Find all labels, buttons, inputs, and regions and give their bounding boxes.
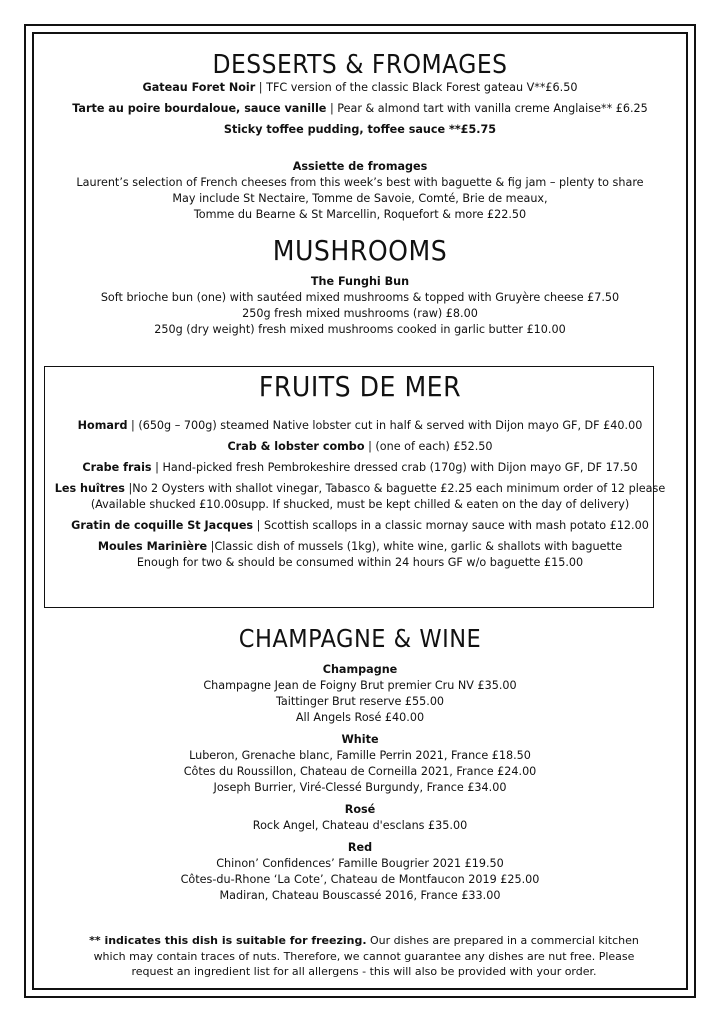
footnote-text: Our dishes are prepared in a commercial kitchen which may contain traces of nuts. Therefore, we cannot guarantee any dishes are nut free. Please request an ingredient list for all allergens - this will also be provided with your order. xyxy=(93,934,639,978)
dessert-desc: | Pear & almond tart with vanilla creme Anglaise** £6.25 xyxy=(326,102,648,115)
desserts-heading: DESSERTS & FROMAGES xyxy=(212,50,508,80)
seafood-name: Crabe frais xyxy=(82,461,152,474)
fruits-list xyxy=(34,418,686,571)
mushroom-line: 250g fresh mixed mushrooms (raw) £8.00 xyxy=(242,307,478,320)
wine-group-name: Red xyxy=(347,841,373,854)
seafood-item xyxy=(34,518,686,534)
wine-item: Chinon’ Confidences’ Famille Bougrier 2021 £19.50 xyxy=(216,857,504,870)
cheese-line: Tomme du Bearne & St Marcellin, Roquefort & more £22.50 xyxy=(193,208,527,221)
wine-item: Champagne Jean de Foigny Brut premier Cru NV £35.00 xyxy=(203,679,517,692)
wine-item: Madiran, Chateau Bouscassé 2016, France £33.00 xyxy=(219,889,501,902)
wine-item: Rock Angel, Chateau d'esclans £35.00 xyxy=(252,819,468,832)
seafood-item xyxy=(34,460,686,476)
seafood-extra: (Available shucked £10.00supp. If shucked, must be kept chilled & eaten on the day of delivery) xyxy=(90,498,630,511)
seafood-name: Moules Marinière xyxy=(97,540,208,553)
mushrooms-heading: MUSHROOMS xyxy=(272,234,448,267)
seafood-desc: |No 2 Oysters with shallot vinegar, Tabasco & baguette £2.25 each minimum order of 12 please xyxy=(124,482,666,495)
wine-item: Côtes du Roussillon, Chateau de Corneilla 2021, France £24.00 xyxy=(183,765,537,778)
seafood-desc: | (650g – 700g) steamed Native lobster cut in half & served with Dijon mayo GF, DF £40.00 xyxy=(127,419,643,432)
seafood-desc: | Hand-picked fresh Pembrokeshire dressed crab (170g) with Dijon mayo GF, DF 17.50 xyxy=(151,461,638,474)
cheese-line: Laurent’s selection of French cheeses from this week’s best with baguette & fig jam – plenty to share xyxy=(76,176,644,189)
desserts-list xyxy=(34,80,686,138)
seafood-item xyxy=(34,481,686,497)
dessert-item xyxy=(34,80,686,96)
wine-list xyxy=(34,662,686,904)
dessert-desc: | TFC version of the classic Black Forest gateau V**£6.50 xyxy=(255,81,578,94)
wine-item: Joseph Burrier, Viré-Clessé Burgundy, France £34.00 xyxy=(213,781,507,794)
dessert-name: Tarte au poire bourdaloue, sauce vanille xyxy=(72,102,327,115)
seafood-item xyxy=(34,539,686,555)
seafood-name: Gratin de coquille St Jacques xyxy=(71,519,254,532)
seafood-extra: Enough for two & should be consumed within 24 hours GF w/o baguette £15.00 xyxy=(136,556,584,569)
mushroom-line: 250g (dry weight) fresh mixed mushrooms cooked in garlic butter £10.00 xyxy=(154,323,566,336)
mushroom-item-name: The Funghi Bun xyxy=(310,275,410,288)
wine-item: Luberon, Grenache blanc, Famille Perrin 2021, France £18.50 xyxy=(189,749,531,762)
dessert-item xyxy=(34,101,686,117)
wine-item: Taittinger Brut reserve £55.00 xyxy=(275,695,445,708)
dessert-name: Sticky toffee pudding, toffee sauce **£5.75 xyxy=(223,123,497,136)
dessert-name: Gateau Foret Noir xyxy=(142,81,256,94)
fruits-heading: FRUITS DE MER xyxy=(258,370,462,403)
seafood-name: Crab & lobster combo xyxy=(227,440,365,453)
seafood-item xyxy=(34,439,686,455)
dessert-item xyxy=(34,122,686,138)
cheese-name: Assiette de fromages xyxy=(292,160,428,173)
seafood-desc: | (one of each) £52.50 xyxy=(364,440,493,453)
cheese-line: May include St Nectaire, Tomme de Savoie, Comté, Brie de meaux, xyxy=(172,192,548,205)
wine-item: Côtes-du-Rhone ‘La Cote’, Chateau de Montfaucon 2019 £25.00 xyxy=(180,873,540,886)
mushrooms-block xyxy=(34,274,686,338)
footnote-bold: ** indicates this dish is suitable for freezing. xyxy=(89,934,367,947)
wine-group-name: White xyxy=(341,733,379,746)
seafood-item xyxy=(34,418,686,434)
seafood-desc: | Scottish scallops in a classic mornay sauce with mash potato £12.00 xyxy=(253,519,649,532)
mushroom-line: Soft brioche bun (one) with sautéed mixed mushrooms & topped with Gruyère cheese £7.50 xyxy=(100,291,620,304)
wine-item: All Angels Rosé £40.00 xyxy=(295,711,425,724)
seafood-name: Homard xyxy=(77,419,128,432)
wine-group-name: Rosé xyxy=(344,803,376,816)
seafood-name: Les huîtres xyxy=(54,482,125,495)
seafood-desc: |Classic dish of mussels (1kg), white wine, garlic & shallots with baguette xyxy=(207,540,623,553)
wine-group-name: Champagne xyxy=(322,663,398,676)
wine-heading: CHAMPAGNE & WINE xyxy=(238,624,482,653)
cheese-block xyxy=(34,159,686,223)
allergen-footnote xyxy=(74,933,654,980)
